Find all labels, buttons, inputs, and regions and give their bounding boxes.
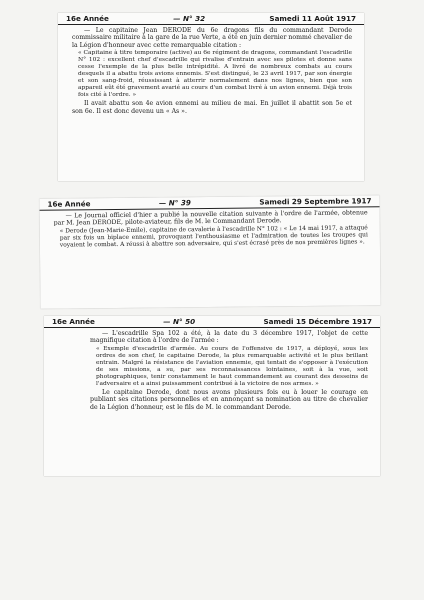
article-3 [44, 328, 380, 411]
masthead-issue: — N° 50 [163, 317, 196, 326]
clipping-2 [39, 195, 380, 309]
article-paragraph: — Le capitaine Jean DERODE du 6e dragons fils du commandant Derode commissaire militaire à la gare de la rue Verte, a été en juin dernier nommé chevalier de la Légion d'honneur avec cette remarquable citation : [72, 27, 352, 49]
masthead-date: Samedi 15 Décembre 1917 [263, 317, 372, 326]
masthead-year: 16e Année [66, 14, 109, 23]
article-paragraph: Il avait abattu son 4e avion ennemi au milieu de mai. En juillet il abattit son 5e et son 6e. Il est donc devenu un « As ». [72, 100, 352, 115]
article-paragraph: — L'escadrille Spa 102 a été, à la date du 3 décembre 1917, l'objet de cette magnifique citation à l'ordre de l'armée : [90, 330, 368, 345]
article-paragraph: — Le Journal officiel d'hier a publié la nouvelle citation suivante à l'ordre de l'armée, obtenue par M. Jean DERODE, pilote-aviateur, fils de M. le Commandant Derode. [53, 209, 368, 228]
article-paragraph: Le capitaine Derode, dont nous avons plusieurs fois eu à louer le courage en publiant ses citations personnelles et en annonçant sa nomination au titre de chevalier de la Légion d'honneur, est le fils de M. le commandant Derode. [90, 388, 368, 411]
masthead-year: 16e Année [52, 317, 95, 326]
citation-quote: « Capitaine à titre temporaire (active) au 6e régiment de dragons, commandant l'escadrille N° 102 : excellent chef d'escadrille qui rivalise d'entrain avec ses pilotes et donne sans cesse l'exemple de la plus belle intrépidité. A livré de nombreux combats au cours desquels il a abattu trois avions ennemis. S'est distingué, le 23 avril 1917, par son énergie et son sang-froid, réussissant à atterrir normalement dans nos lignes, bien que son appareil eût été gravement avarié au cours d'un combat livré à un avion ennemi. Déjà trois fois cité à l'ordre. » [78, 50, 352, 99]
masthead-3 [44, 316, 380, 328]
article-1 [58, 25, 364, 115]
citation-quote: « Exemple d'escadrille d'armée. Au cours de l'offensive de 1917, a déployé, sous les ordres de son chef, le capitaine Derode, la plus remarquable activité et le plus brillant entrain. Malgré la résistance de l'aviation ennemie, qui tentait de s'opposer à l'exécution de ses missions, a su, par ses reconnaissances lointaines, soit à la vue, soit photographiques, tenir constamment le haut commandement au courant des desseins de l'adversaire et a ainsi puissamment contribué à la victoire de nos armes. » [96, 345, 368, 387]
masthead-date: Samedi 11 Août 1917 [269, 14, 356, 23]
masthead-1 [58, 13, 364, 25]
clipping-3 [44, 316, 380, 476]
citation-quote: « Derode (Jean-Marie-Emile), capitaine de cavalerie à l'escadrille N° 102 : « Le 14 mai 1917, a attaqué par six fois un biplace ennemi, provoquant l'enthousiasme et l'admiration de toutes les troupes qui voyaient le combat. A réussi à abattre son adversaire, qui s'est écrasé près de nos premières lignes ». [59, 225, 368, 249]
article-2 [40, 207, 380, 249]
masthead-issue: — N° 39 [158, 198, 191, 208]
clipping-1 [58, 13, 364, 181]
masthead-issue: — N° 32 [173, 14, 206, 23]
masthead-date: Samedi 29 Septembre 1917 [259, 196, 372, 207]
masthead-year: 16e Année [47, 199, 91, 209]
